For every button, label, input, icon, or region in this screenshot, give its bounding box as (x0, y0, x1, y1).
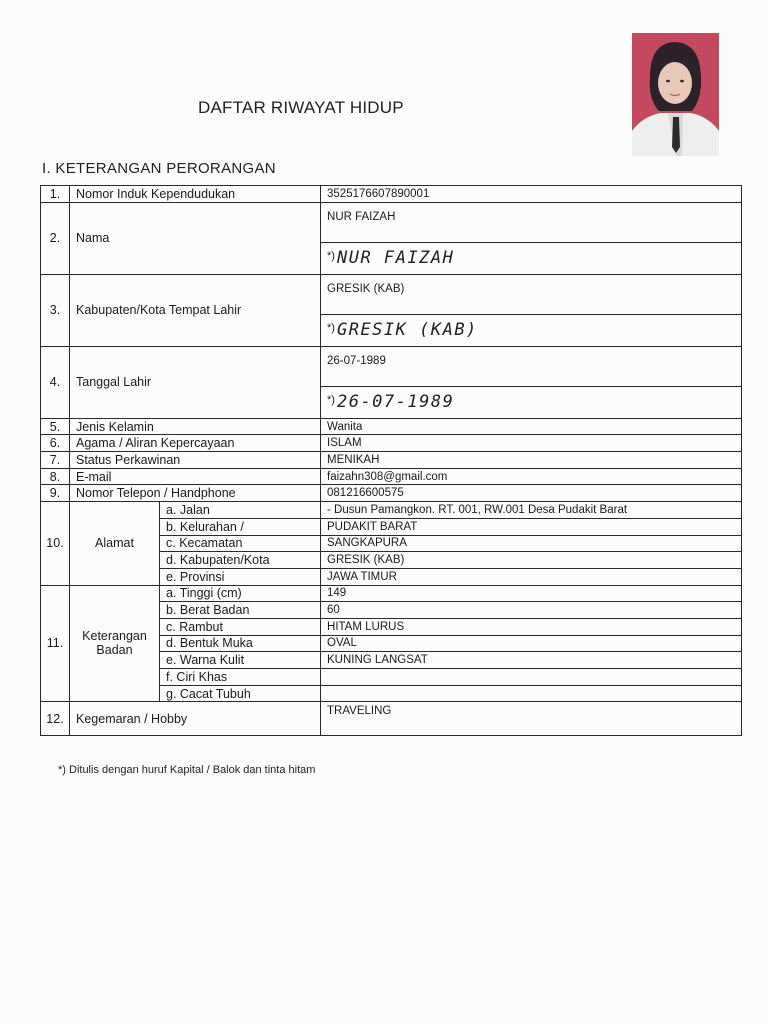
field-value (321, 685, 742, 702)
field-value (321, 669, 742, 686)
field-label-line: Badan (96, 643, 133, 658)
subfield-label: b. Berat Badan (160, 602, 321, 619)
field-label (70, 585, 160, 702)
field-value: NUR FAIZAH (321, 202, 742, 242)
row-number: 9. (41, 485, 70, 502)
subfield-label: b. Kelurahan / (160, 518, 321, 535)
field-value: Wanita (321, 418, 742, 435)
field-value: 081216600575 (321, 485, 742, 502)
field-value: 60 (321, 602, 742, 619)
field-value: ISLAM (321, 435, 742, 452)
field-label: Nomor Telepon / Handphone (70, 485, 321, 502)
field-value: HITAM LURUS (321, 618, 742, 635)
row-number: 4. (41, 346, 70, 418)
field-value: TRAVELING (321, 702, 742, 736)
row-number: 7. (41, 452, 70, 469)
table-row-jenis-kelamin (41, 418, 742, 435)
subfield-label: a. Tinggi (cm) (160, 585, 321, 602)
document-title: DAFTAR RIWAYAT HIDUP (198, 98, 404, 117)
row-number: 3. (41, 274, 70, 346)
field-value: MENIKAH (321, 452, 742, 469)
subfield-label: c. Rambut (160, 618, 321, 635)
table-row-status (41, 452, 742, 469)
row-number: 5. (41, 418, 70, 435)
table-row-badan-tinggi (41, 585, 742, 602)
field-label: E-mail (70, 468, 321, 485)
handwritten-value (321, 314, 742, 346)
field-label: Agama / Aliran Kepercayaan (70, 435, 321, 452)
field-label: Kabupaten/Kota Tempat Lahir (70, 274, 321, 346)
row-number: 1. (41, 186, 70, 203)
row-number: 11. (41, 585, 70, 702)
subfield-label: c. Kecamatan (160, 535, 321, 552)
person-portrait-icon (632, 33, 719, 156)
table-row-nama (41, 202, 742, 242)
field-label-line: Keterangan (82, 629, 147, 644)
field-value: JAWA TIMUR (321, 568, 742, 585)
row-number: 8. (41, 468, 70, 485)
subfield-label: d. Kabupaten/Kota (160, 552, 321, 569)
table-row-hobby (41, 702, 742, 736)
row-number: 2. (41, 202, 70, 274)
field-value: faizahn308@gmail.com (321, 468, 742, 485)
field-label: Tanggal Lahir (70, 346, 321, 418)
table-row-tempat-lahir (41, 274, 742, 314)
handwriting-mark: *) (327, 322, 335, 335)
field-label: Jenis Kelamin (70, 418, 321, 435)
handwritten-text: NUR FAIZAH (336, 248, 455, 269)
subfield-label: d. Bentuk Muka (160, 635, 321, 652)
field-label: Status Perkawinan (70, 452, 321, 469)
handwriting-mark: *) (327, 250, 335, 263)
field-value: PUDAKIT BARAT (321, 518, 742, 535)
footnote: *) Ditulis dengan huruf Kapital / Balok dan tinta hitam (58, 764, 316, 776)
section-title: I. KETERANGAN PERORANGAN (42, 160, 276, 177)
field-value: GRESIK (KAB) (321, 274, 742, 314)
field-value: - Dusun Pamangkon. RT. 001, RW.001 Desa Pudakit Barat (321, 502, 742, 519)
field-value: 26-07-1989 (321, 346, 742, 386)
handwriting-mark: *) (327, 394, 335, 407)
table-row-telepon (41, 485, 742, 502)
field-value: GRESIK (KAB) (321, 552, 742, 569)
field-value: SANGKAPURA (321, 535, 742, 552)
field-value: 149 (321, 585, 742, 602)
personal-info-table (40, 185, 742, 736)
field-label: Nama (70, 202, 321, 274)
table-row-alamat-jalan (41, 502, 742, 519)
subfield-label: a. Jalan (160, 502, 321, 519)
subfield-label: e. Provinsi (160, 568, 321, 585)
handwritten-text: GRESIK (KAB) (336, 320, 478, 341)
table-row-agama (41, 435, 742, 452)
table-row-nik (41, 186, 742, 203)
field-value: OVAL (321, 635, 742, 652)
field-label: Kegemaran / Hobby (70, 702, 321, 736)
subfield-label: g. Cacat Tubuh (160, 685, 321, 702)
row-number: 12. (41, 702, 70, 736)
table-row-tanggal-lahir (41, 346, 742, 386)
field-label: Nomor Induk Kependudukan (70, 186, 321, 203)
table-row-email (41, 468, 742, 485)
row-number: 6. (41, 435, 70, 452)
row-number: 10. (41, 502, 70, 585)
field-label: Alamat (70, 502, 160, 585)
subfield-label: e. Warna Kulit (160, 652, 321, 669)
field-value: 3525176607890001 (321, 186, 742, 203)
profile-photo (632, 33, 719, 156)
field-value: KUNING LANGSAT (321, 652, 742, 669)
handwritten-text: 26-07-1989 (336, 392, 455, 413)
handwritten-value (321, 386, 742, 418)
handwritten-value (321, 242, 742, 274)
subfield-label: f. Ciri Khas (160, 669, 321, 686)
